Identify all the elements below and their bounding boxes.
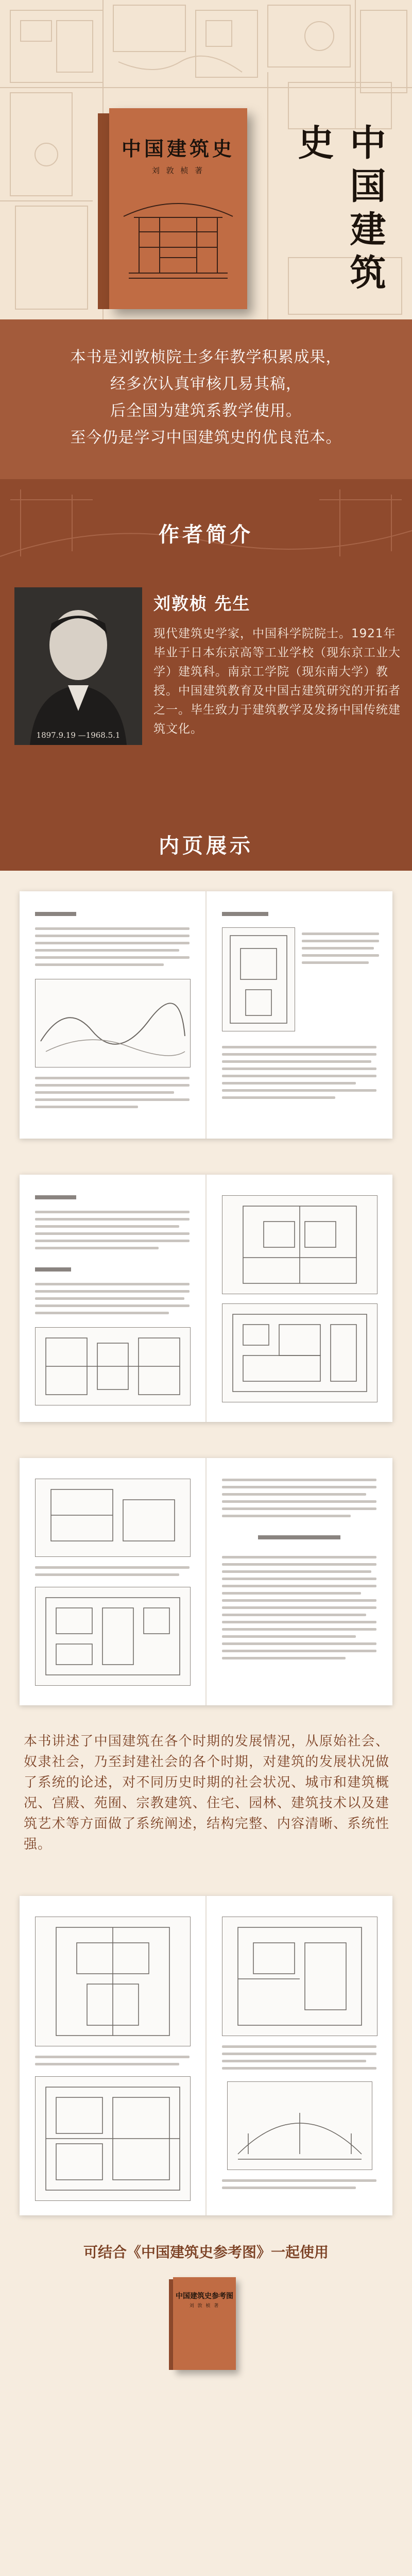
inner-page-spread	[20, 1458, 392, 1705]
intro-line: 经多次认真审核几易其稿，	[110, 375, 302, 393]
inner-page-left	[20, 1896, 205, 2215]
inner-figure	[222, 1303, 377, 1402]
inner-figure	[35, 2076, 191, 2201]
reference-book-image	[169, 2277, 236, 2370]
book-cover-image	[98, 108, 247, 309]
author-photo	[14, 587, 142, 745]
inner-section-title: 内页展示	[159, 834, 253, 858]
intro-section	[0, 319, 412, 479]
author-section	[0, 479, 412, 814]
author-header	[0, 479, 412, 577]
inner-page-left	[20, 891, 205, 1139]
inner-page-left	[20, 1458, 205, 1705]
reference-book-cover	[173, 2277, 236, 2370]
reference-book-title: 中国建筑史参考图	[176, 2292, 233, 2300]
inner-page-spread	[20, 1896, 392, 2215]
inner-figure	[35, 1327, 191, 1405]
intro-text	[0, 344, 412, 451]
inner-figure	[35, 979, 191, 1067]
inner-page-right	[207, 891, 392, 1139]
intro-line: 至今仍是学习中国建筑史的优良范本。	[70, 429, 342, 447]
photo-caption: 1897.9.19 —1968.5.1	[36, 731, 121, 740]
inner-header	[0, 814, 412, 871]
cover-pavilion-drawing	[118, 185, 238, 283]
author-bio: 现代建筑史学家，中国科学院院士。1921年毕业于日本东京高等工业学校（现东京工业大学）建筑科。南京工学院（现东南大学）教授。中国建筑教育及中国古建筑研究的开拓者之一。毕生致力于建筑教学及发扬中国传统建筑文化。	[153, 627, 401, 736]
inner-page-right	[207, 1458, 392, 1705]
inner-figure	[35, 1479, 191, 1557]
cover-title: 中国建筑史	[121, 137, 235, 160]
use-note: 可结合《中国建筑史参考图》一起使用	[83, 2244, 329, 2261]
inner-figure	[35, 1587, 191, 1686]
hero-section	[0, 0, 412, 319]
inner-page-right	[207, 1175, 392, 1422]
inner-figure	[35, 1917, 191, 2046]
inner-page-left	[20, 1175, 205, 1422]
cover-author: 刘 敦 桢 著	[151, 166, 205, 175]
inner-pages-section	[0, 814, 412, 2576]
inner-figure	[222, 927, 295, 1031]
reference-book-author: 刘 敦 桢 著	[189, 2303, 220, 2309]
intro-line: 本书是刘敦桢院士多年教学积累成果，	[70, 348, 342, 366]
book-cover	[109, 108, 247, 309]
author-section-title: 作者简介	[159, 523, 253, 547]
author-name: 刘敦桢 先生	[153, 594, 251, 614]
author-portrait-icon	[14, 587, 142, 745]
inner-page-right	[207, 1896, 392, 2215]
author-body	[0, 577, 412, 793]
intro-line: 后全国为建筑系教学使用。	[110, 402, 302, 420]
inner-figure	[227, 2081, 372, 2170]
inner-description: 本书讲述了中国建筑在各个时期的发展情况，从原始社会、奴隶社会，乃至封建社会的各个时期，对建筑的发展状况做了系统的论述，对不同历史时期的社会状况、城市和建筑概况、宫殿、苑囿、宗教建筑、住宅、园林、建筑技术以及建筑艺术等方面做了系统阐述，结构完整、内容清晰、系统性强。	[24, 1734, 389, 1852]
inner-figure	[222, 1195, 377, 1294]
hero-big-title: 中国建筑史	[292, 124, 386, 297]
inner-page-spread	[20, 1175, 392, 1422]
inner-page-spread	[20, 891, 392, 1139]
inner-figure	[222, 1917, 377, 2036]
